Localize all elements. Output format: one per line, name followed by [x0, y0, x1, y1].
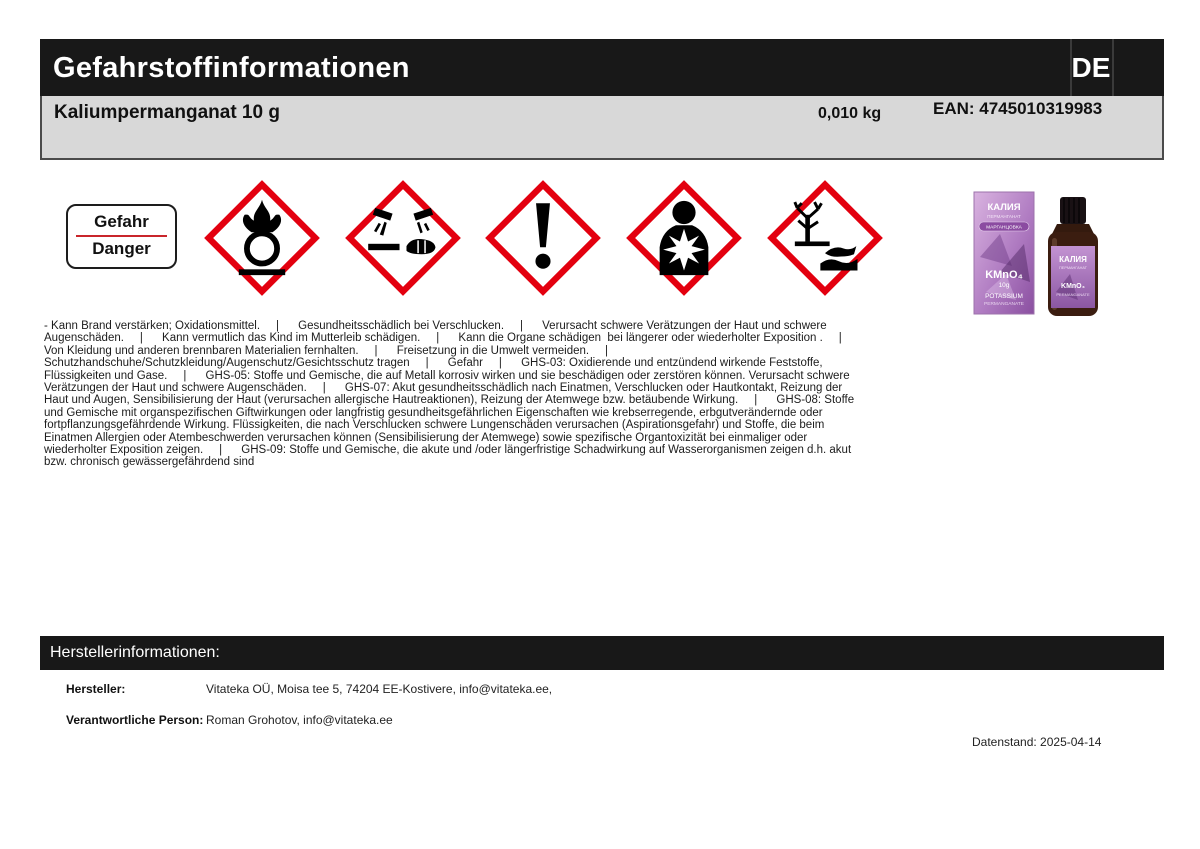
manufacturer-value: Vitateka OÜ, Moisa tee 5, 74204 EE-Kostivere, info@vitateka.ee, [206, 682, 553, 696]
box-weight: 10g [998, 282, 1010, 289]
header-bar [40, 39, 1164, 96]
responsible-person-label: Verantwortliche Person: [66, 713, 204, 727]
product-photo [972, 182, 1106, 323]
box-badge: МАРГАНЦОВКА [986, 225, 1022, 231]
box-formula: KMnO₄ [985, 269, 1023, 281]
ghs08-health-hazard-icon [626, 180, 742, 296]
box-title: КАЛИЯ [987, 202, 1021, 213]
ghs09-environment-hazard-icon [767, 180, 883, 296]
product-weight: 0,010 kg [818, 105, 882, 122]
product-name: Kaliumpermanganat 10 g [54, 102, 280, 123]
bottle-label-formula: KMnO₄ [1061, 283, 1085, 290]
manufacturer-label: Hersteller: [66, 682, 126, 696]
signal-word-en: Danger [92, 239, 151, 258]
box-subtitle-1: POTASSIUM [985, 293, 1023, 300]
box-subtitle-2: PERMANGANATE [984, 302, 1024, 307]
bottle-label-title-2: ПЕРМАНГАНАТ [1059, 266, 1087, 270]
product-box [974, 192, 1034, 314]
responsible-person-value: Roman Grohotov, info@vitateka.ee [206, 713, 393, 727]
data-date: Datenstand: 2025-04-14 [972, 735, 1102, 749]
language-code: DE [1071, 52, 1111, 83]
product-ean: EAN: 4745010319983 [933, 99, 1103, 118]
ghs07-exclamation-mark-icon [485, 180, 601, 296]
product-bottle [1048, 197, 1098, 316]
box-title-2: ПЕРМАНГАНАТ [987, 214, 1021, 219]
language-cell-divider-right [1112, 39, 1114, 96]
product-header-bar [40, 96, 1164, 160]
ghs05-corrosion-icon [345, 180, 461, 296]
page-title: Gefahrstoffinformationen [53, 52, 410, 84]
bottle-label-title: КАЛИЯ [1059, 255, 1087, 264]
hazard-statements-text: - Kann Brand verstärken; Oxidationsmittel. | Gesundheitsschädlich bei Verschlucken. | Verursacht schwere Verätzungen der Haut und schwere Augenschäden. | Kann vermutlich das Kind im Mutterleib schädigen. | Kann die Organe schädigen bei längerer oder wiederholter Exposition . | Von Kleidung und anderen brennbaren Materialien fernhalten. | Freisetzung in die Umwelt vermeiden. | Schutzhandschuhe/Schutzkleidung/Augenschutz/Gesichtsschutz tragen | Gefahr | GHS-03: Oxidierende und entzündend wirkende Feststoffe, Flüssigkeiten und Gase. | GHS-05: Stoffe und Gemische, die auf Metall korrosiv wirken und sie beschädigen oder zerstören können. Verursacht schwere Verätzungen der Haut und schwere Augenschäden. | GHS-07: Akut gesundheitsschädlich nach Einatmen, Verschlucken oder Hautkontakt, Reizung der Haut und Augen, Sensibilisierung der Haut (verursachen allergische Hautreaktionen), Reizung der Atemwege bzw. betäubende Wirkung. | GHS-08: Stoffe und Gemische mit organspezifischen Giftwirkungen oder langfristig gesundheitsgefährlichen Eigenschaften wie krebserregende, erbgutverändernde oder fortpflanzungsgefährdende Wirkung. Flüssigkeiten, die nach Verschlucken schwere Lungenschäden verursachen (Aspirationsgefahr) und Stoffe, die beim Einatmen Allergien oder Atembeschwerden verursachen können (Sensibilisierung der Atemwege) sowie spezifische Organtoxizität bei einmaliger oder wiederholter Exposition zeigen. | GHS-09: Stoffe und Gemische, die akute und /oder längerfristige Schadwirkung auf Wasserorganismen zeigen d.h. akut bzw. chronisch gewässergefährdend sind [44, 320, 861, 469]
signal-word-box [66, 204, 177, 269]
ghs03-flame-over-circle-icon [204, 180, 320, 296]
signal-word-divider [76, 235, 167, 237]
manufacturer-section-bar [40, 636, 1164, 670]
signal-word-de: Gefahr [94, 212, 149, 231]
manufacturer-section-heading: Herstellerinformationen: [50, 644, 220, 661]
bottle-label-subtitle: PERMANGANATE [1056, 292, 1090, 297]
